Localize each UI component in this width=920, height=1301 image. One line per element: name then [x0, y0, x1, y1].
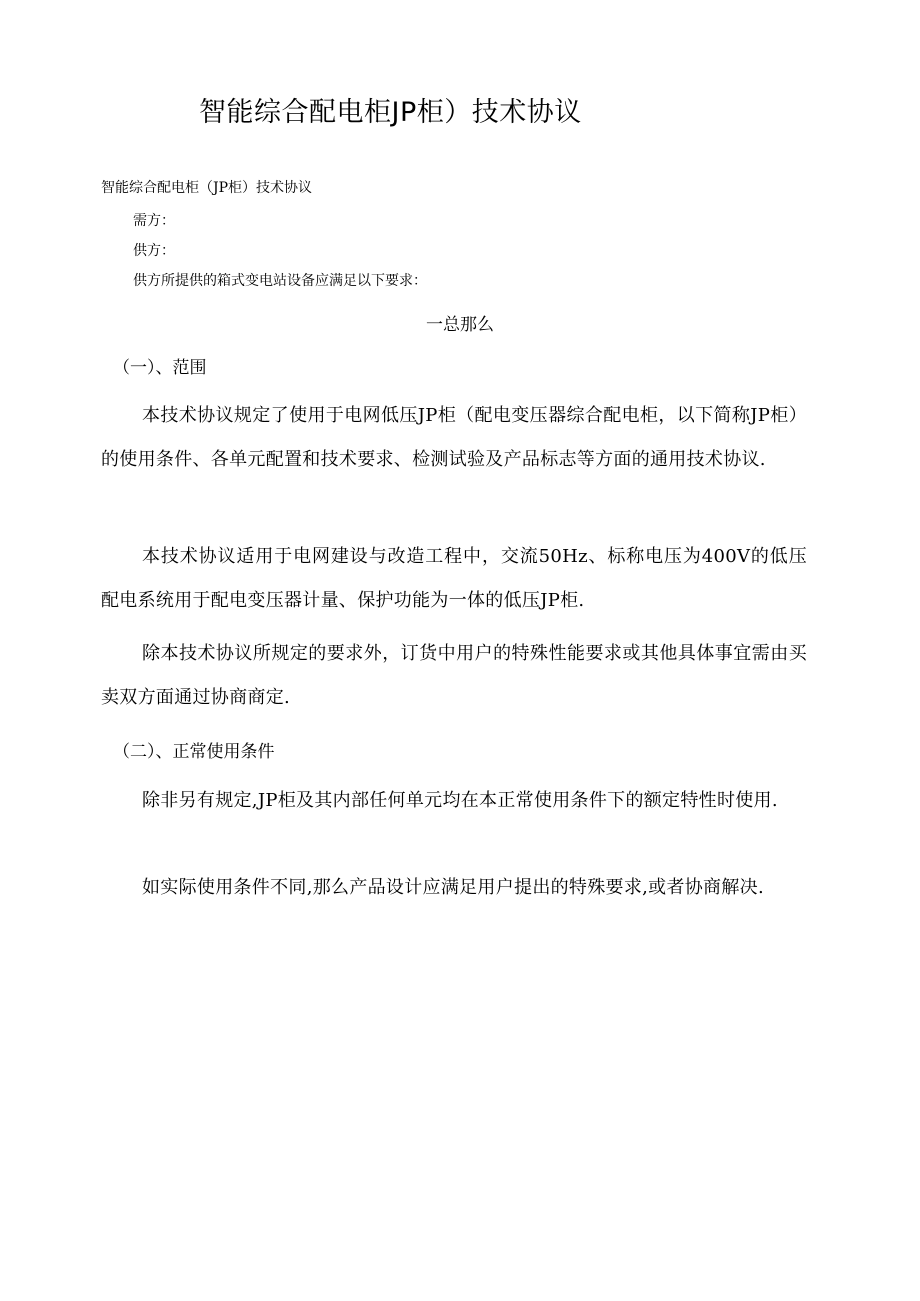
section-heading-conditions: （二）、正常使用条件	[113, 742, 275, 762]
paragraph: 除非另有规定,JP柜及其内部任何单元均在本正常使用条件下的额定特性时使用.	[142, 790, 778, 811]
section-title: 一总那么	[426, 315, 494, 335]
paragraph: 除本技术协议所规定的要求外，订货中用户的特殊性能要求或其他具体事宜需由买卖双方面通过协商商定.	[101, 643, 807, 708]
paragraph: 本技术协议适用于电网建设与改造工程中，交流50Hz、标称电压为400V的低压配电系统用于配电变压器计量、保护功能为一体的低压JP柜.	[101, 546, 807, 611]
document-title: 智能综合配电柜JP柜）技术协议	[199, 97, 582, 128]
document-subtitle: 智能综合配电柜（JP柜）技术协议	[101, 180, 313, 196]
intro-text: 供方所提供的箱式变电站设备应满足以下要求：	[133, 273, 427, 289]
supplier-label: 供方：	[133, 243, 175, 259]
paragraph: 如实际使用条件不同,那么产品设计应满足用户提出的特殊要求,或者协商解决.	[142, 877, 764, 898]
paragraph: 本技术协议规定了使用于电网低压JP柜（配电变压器综合配电柜，以下简称JP柜）的使用条件、各单元配置和技术要求、检测试验及产品标志等方面的通用技术协议.	[101, 405, 807, 470]
section-heading-scope: （一）、范围	[113, 358, 207, 378]
buyer-label: 需方：	[133, 213, 175, 229]
